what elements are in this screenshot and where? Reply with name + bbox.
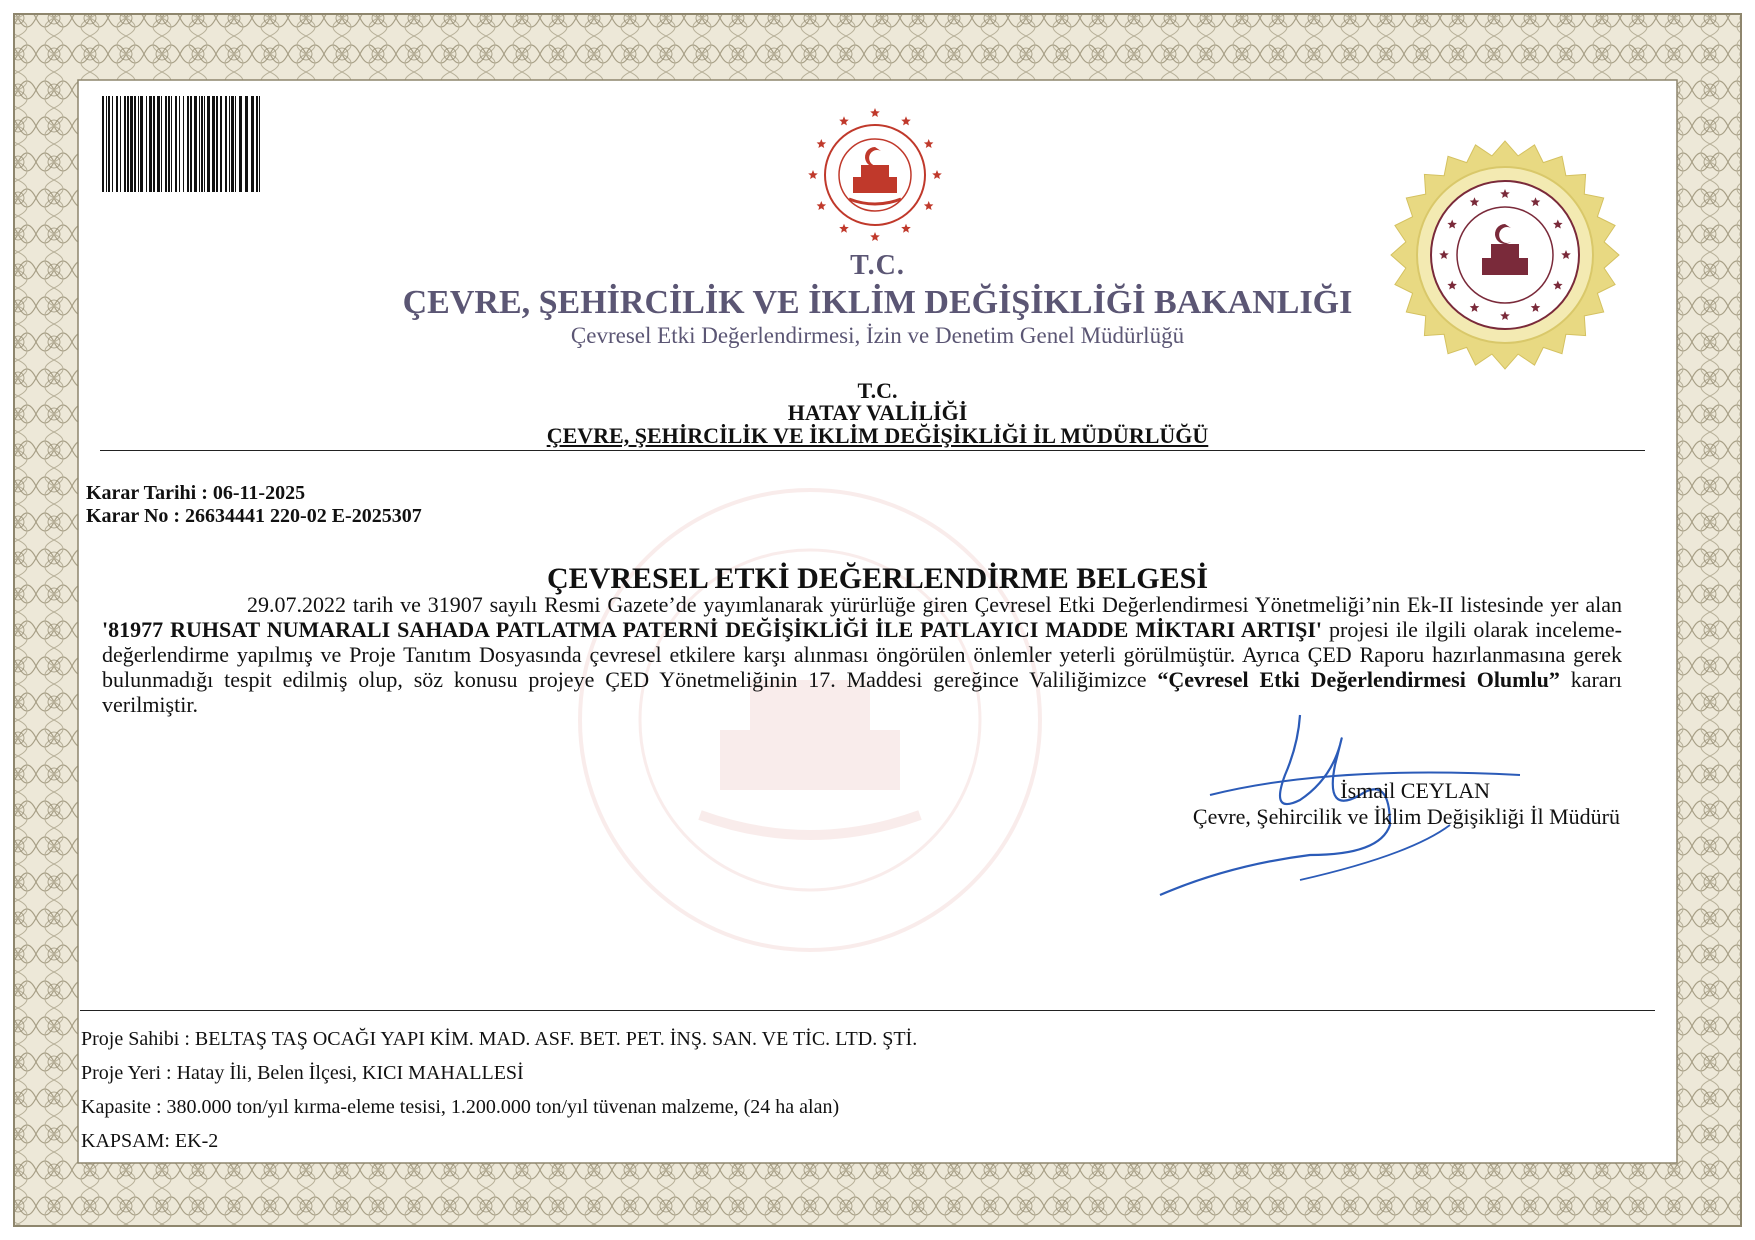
body-part-2: projesi ile ilgili olarak inceleme-değerlendirme yapılmış ve Proje Tanıtım Dosyasında çevresel etkilere karşı alınması öngörülen önlemler yeterli görülmüştür. Ayrıca ÇED Raporu hazırlanmasına gerek bulunmadığı tespit edilmiş olup, söz konusu projeye ÇED Yönetmeliğinin 17. Maddesi gereğince Valiliğimizce [102, 617, 1622, 692]
project-owner: Proje Sahibi : BELTAŞ TAŞ OCAĞI YAPI KİM. MAD. ASF. BET. PET. İNŞ. SAN. VE TİC. LTD. ŞTİ. [81, 1028, 918, 1050]
body-part-3: kararı verilmiştir. [102, 667, 1623, 717]
document-title: ÇEVRESEL ETKİ DEĞERLENDİRME BELGESİ [546, 562, 1209, 595]
barcode-icon [102, 96, 264, 192]
header-divider [100, 450, 1645, 451]
footer-divider [80, 1010, 1655, 1011]
body-part-1: 29.07.2022 tarih ve 31907 sayılı Resmi Gazete’de yayımlanarak yürürlüğe giren Çevresel Etki Değerlendirmesi Yönetmeliği’nin Ek-II listesinde yer alan [247, 592, 1622, 617]
decision-number: Karar No : 26634441 220-02 E-2025307 [86, 505, 422, 527]
decision-date: Karar Tarihi : 06-11-2025 [86, 482, 306, 504]
signatory-name: İsmail CEYLAN [1340, 778, 1490, 803]
project-location: Proje Yeri : Hatay İli, Belen İlçesi, KICI MAHALLESİ [81, 1062, 524, 1084]
signature-block [1020, 778, 1620, 830]
ministry-name: ÇEVRE, ŞEHİRCİLİK VE İKLİM DEĞİŞİKLİĞİ BAKANLIĞI [402, 284, 1353, 321]
project-scope: KAPSAM: EK-2 [81, 1130, 219, 1152]
ministry-tc: T.C. [850, 250, 905, 281]
project-title: '81977 RUHSAT NUMARALI SAHADA PATLATMA PATERNİ DEĞİŞİKLİĞİ İLE PATLAYICI MADDE MİKTARI ARTIŞI' [102, 617, 1323, 642]
project-capacity: Kapasite : 380.000 ton/yıl kırma-eleme tesisi, 1.200.000 ton/yıl tüvenan malzeme, (24 ha alan) [81, 1096, 840, 1118]
ministry-emblem-icon [805, 105, 945, 245]
ministry-subtitle: Çevresel Etki Değerlendirmesi, İzin ve Denetim Genel Müdürlüğü [570, 323, 1185, 348]
governorship-name: HATAY VALİLİĞİ [787, 400, 968, 425]
signatory-title: Çevre, Şehircilik ve İklim Değişikliği İl Müdürü [1192, 804, 1620, 829]
document-body [102, 592, 1622, 717]
project-details [81, 1022, 917, 1158]
governorship-tc: T.C. [857, 378, 898, 403]
governorship-department: ÇEVRE, ŞEHİRCİLİK VE İKLİM DEĞİŞİKLİĞİ İL MÜDÜRLÜĞÜ [546, 423, 1209, 448]
decision-info [86, 482, 422, 528]
decision-phrase: “Çevresel Etki Değerlendirmesi Olumlu” [1157, 667, 1560, 692]
watermark-emblem-icon [560, 470, 1060, 970]
